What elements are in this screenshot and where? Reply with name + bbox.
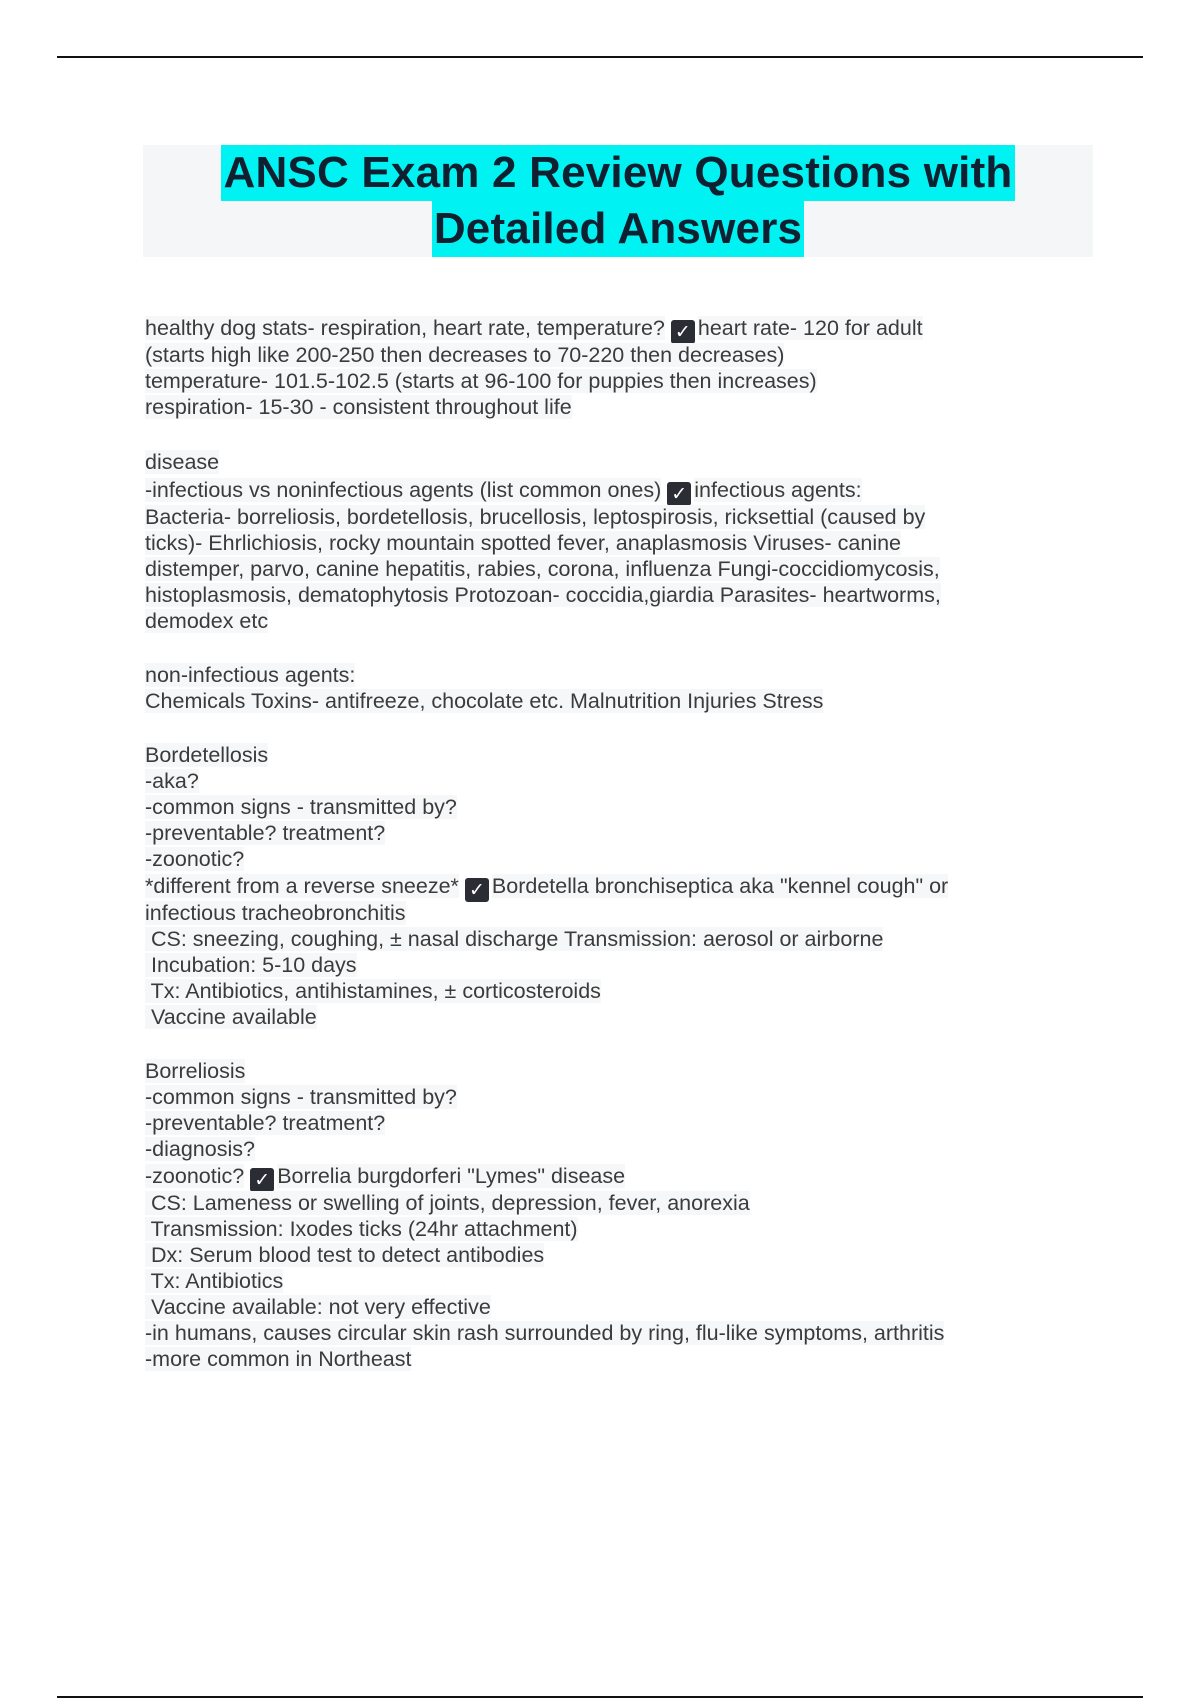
answer-line: Chemicals Toxins- antifreeze, chocolate etc. Malnutrition Injuries Stress	[145, 689, 824, 713]
question-line: -preventable? treatment?	[145, 1111, 386, 1135]
checkmark-icon: ✓	[465, 878, 489, 902]
question-line: -zoonotic?	[145, 847, 245, 871]
bottom-rule	[57, 1696, 1143, 1698]
answer-line: distemper, parvo, canine hepatitis, rabies, corona, influenza Fungi-coccidiomycosis,	[145, 557, 940, 581]
qa-line	[145, 314, 1075, 342]
checkmark-icon: ✓	[671, 320, 695, 344]
top-rule	[57, 56, 1143, 58]
answer-line: demodex etc	[145, 609, 269, 633]
answer-line: Vaccine available: not very effective	[145, 1295, 491, 1319]
page-title-line-1: ANSC Exam 2 Review Questions with	[221, 145, 1014, 201]
page-title-line-2: Detailed Answers	[432, 201, 804, 257]
answer-text: Bordetella bronchiseptica aka "kennel cough" or	[491, 874, 949, 898]
qa-line	[145, 476, 1075, 504]
answer-line: respiration- 15-30 - consistent throughout life	[145, 395, 572, 419]
answer-line: (starts high like 200-250 then decreases to 70-220 then decreases)	[145, 343, 785, 367]
answer-text: infectious agents:	[694, 478, 862, 502]
answer-line: Transmission: Ixodes ticks (24hr attachment)	[145, 1217, 578, 1241]
answer-line: non-infectious agents:	[145, 663, 356, 687]
checkmark-icon: ✓	[250, 1168, 274, 1192]
answer-line: Tx: Antibiotics, antihistamines, ± corticosteroids	[145, 979, 601, 1003]
question-line: -aka?	[145, 769, 199, 793]
answer-line: Bacteria- borreliosis, bordetellosis, brucellosis, leptospirosis, ricksettial (caused by	[145, 505, 926, 529]
answer-line: ticks)- Ehrlichiosis, rocky mountain spotted fever, anaplasmosis Viruses- canine	[145, 531, 902, 555]
answer-line: infectious tracheobronchitis	[145, 901, 406, 925]
document-body	[145, 314, 1075, 1372]
question-line: -common signs - transmitted by?	[145, 1085, 457, 1109]
answer-line: -more common in Northeast	[145, 1347, 412, 1371]
answer-line: CS: sneezing, coughing, ± nasal discharge Transmission: aerosol or airborne	[145, 927, 884, 951]
question-text: healthy dog stats- respiration, heart rate, temperature?	[145, 316, 665, 340]
qa-line	[145, 1162, 1075, 1190]
answer-line: Dx: Serum blood test to detect antibodies	[145, 1243, 545, 1267]
answer-line: histoplasmosis, dematophytosis Protozoan- coccidia,giardia Parasites- heartworms,	[145, 583, 941, 607]
question-line: -common signs - transmitted by?	[145, 795, 457, 819]
question-line: -diagnosis?	[145, 1137, 255, 1161]
question-text: *different from a reverse sneeze*	[145, 874, 459, 898]
question-heading: disease	[145, 450, 220, 474]
answer-line: Tx: Antibiotics	[145, 1269, 284, 1293]
title-block	[143, 145, 1093, 257]
question-line: Bordetellosis	[145, 743, 269, 767]
question-line: Borreliosis	[145, 1059, 246, 1083]
answer-text: heart rate- 120 for adult	[697, 316, 923, 340]
checkmark-icon: ✓	[667, 482, 691, 506]
question-line: -preventable? treatment?	[145, 821, 386, 845]
answer-line: -in humans, causes circular skin rash surrounded by ring, flu-like symptoms, arthritis	[145, 1321, 945, 1345]
answer-line: Incubation: 5-10 days	[145, 953, 357, 977]
answer-line: temperature- 101.5-102.5 (starts at 96-100 for puppies then increases)	[145, 369, 817, 393]
question-text: -infectious vs noninfectious agents (list common ones)	[145, 478, 662, 502]
qa-line	[145, 872, 1075, 900]
answer-line: Vaccine available	[145, 1005, 317, 1029]
question-text: -zoonotic?	[145, 1164, 245, 1188]
answer-text: Borrelia burgdorferi "Lymes" disease	[277, 1164, 626, 1188]
answer-line: CS: Lameness or swelling of joints, depression, fever, anorexia	[145, 1191, 750, 1215]
